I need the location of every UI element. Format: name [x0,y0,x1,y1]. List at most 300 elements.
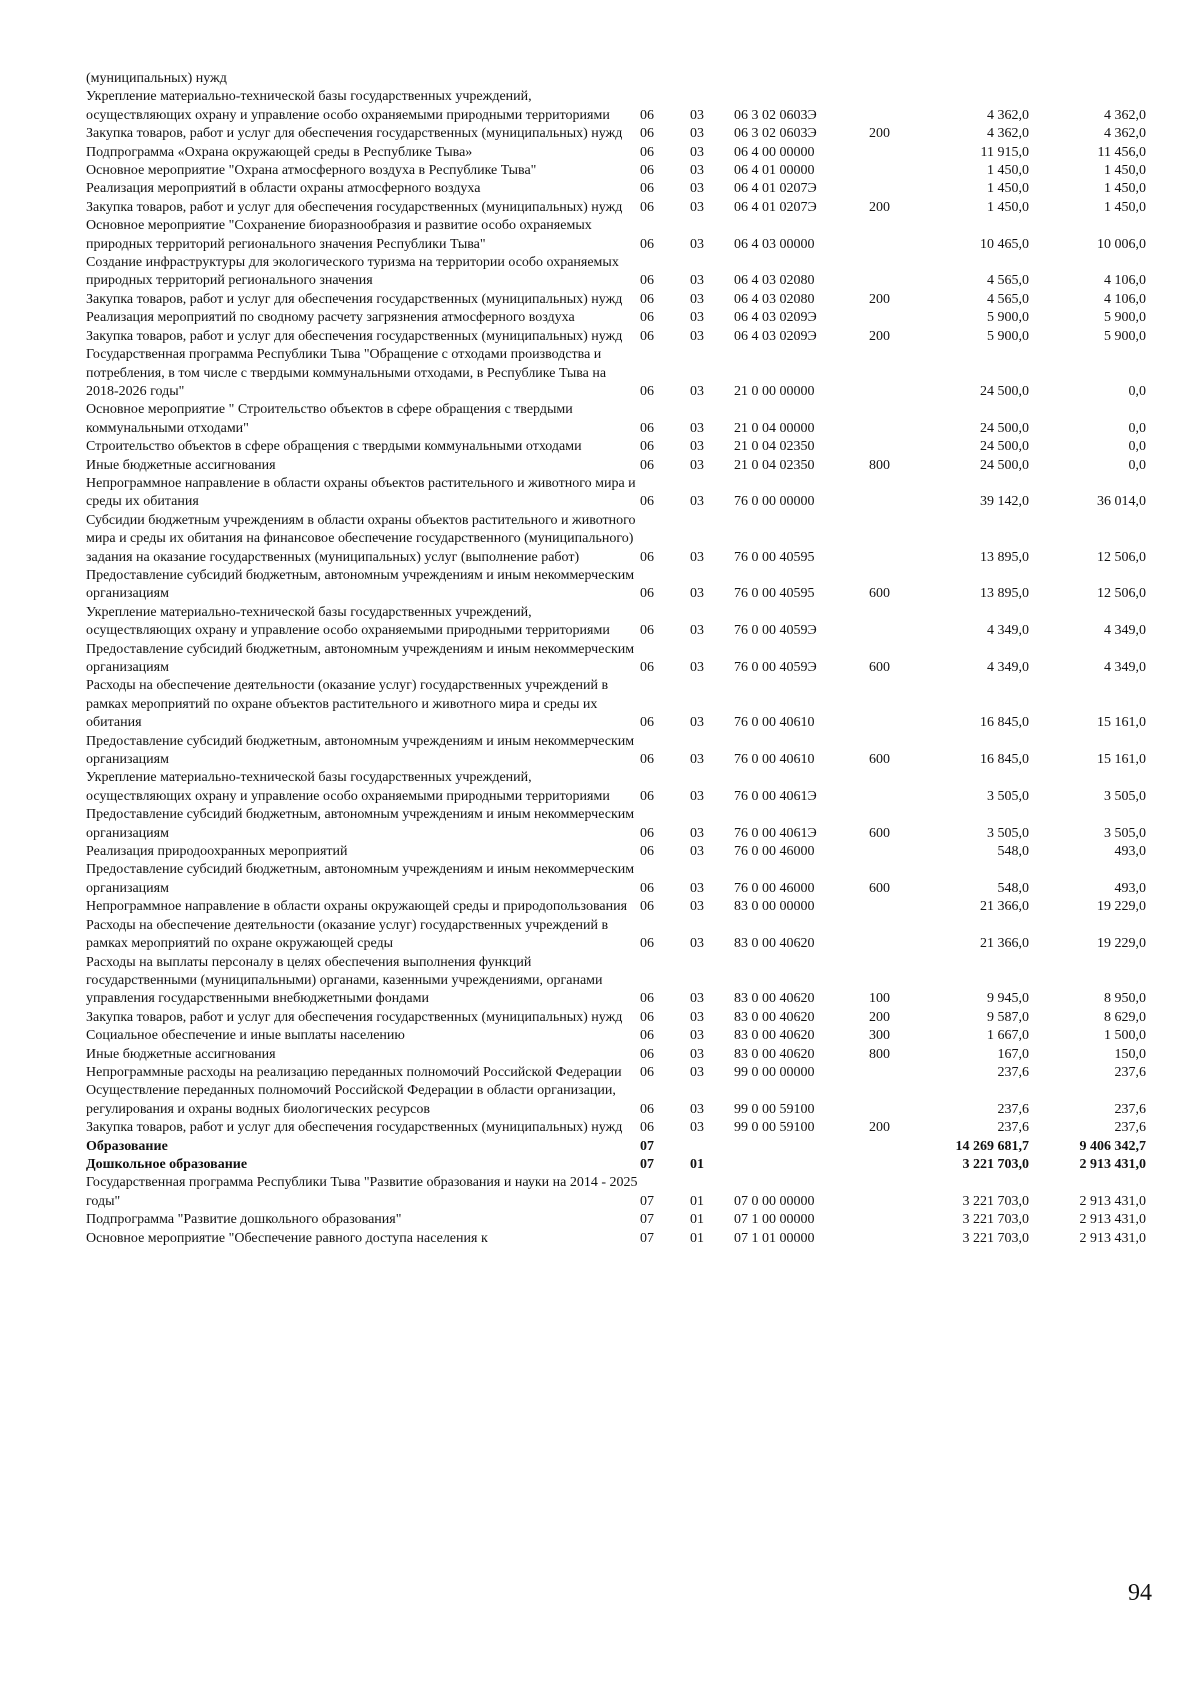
row-name: Укрепление материально-технической базы государственных учреждений, осуществляющих охрану и управление особо охраняемыми природными территориями [86,770,610,804]
amount-year-1: 1 667,0 [987,1028,1029,1044]
section-code: 06 [640,291,654,307]
amount-year-2: 8 950,0 [1104,991,1146,1007]
table-row [86,1138,1146,1156]
target-article-code: 06 4 01 00000 [734,163,815,179]
amount-year-1: 39 142,0 [980,494,1029,510]
section-code: 06 [640,328,654,344]
expense-type-code [869,604,919,641]
table-row [86,1046,1146,1064]
section-code: 06 [640,899,654,915]
table-row [86,1009,1146,1027]
amount-year-2: 5 900,0 [1104,328,1146,344]
section-code: 06 [640,623,654,639]
amount-year-2: 3 505,0 [1104,788,1146,804]
amount-year-1: 14 269 681,7 [955,1138,1029,1154]
expense-type-code: 200 [869,1120,890,1136]
row-name: Расходы на выплаты персоналу в целях обеспечения выполнения функций государственными (муниципальными) органами, казенными учреждениями, органами управления государственными внебюджетными фондами [86,954,603,1007]
table-row [86,898,1146,916]
amount-year-2: 10 006,0 [1097,236,1146,252]
table-row [86,88,1146,125]
table-row [86,162,1146,180]
amount-year-1: 13 895,0 [980,586,1029,602]
subsection-code: 03 [690,236,704,252]
amount-year-2: 1 450,0 [1104,163,1146,179]
subsection-code: 01 [690,1212,704,1228]
section-code: 06 [640,1064,654,1080]
row-name: Предоставление субсидий бюджетным, автономным учреждениям и иным некоммерческим организациям [86,567,635,602]
section-code: 06 [640,1028,654,1044]
amount-year-2: 1 500,0 [1104,1028,1146,1044]
row-name: Расходы на обеспечение деятельности (оказание услуг) государственных учреждений в рамках мероприятий по охране окружающей среды [86,917,609,952]
row-name: Предоставление субсидий бюджетным, автономным учреждениям и иным некоммерческим организациям [86,862,635,896]
amount-year-2: 9 406 342,7 [1079,1138,1146,1154]
target-article-code: 76 0 00 4061Э [734,788,817,804]
target-article-code: 76 0 00 40610 [734,715,815,731]
expense-type-code [869,309,919,327]
amount-year-2: 2 913 431,0 [1079,1193,1146,1209]
section-code: 06 [640,825,654,841]
amount-year-2: 493,0 [1114,880,1146,896]
expense-type-code [869,144,919,162]
target-article-code: 76 0 00 40610 [734,752,815,768]
target-article-code: 76 0 00 00000 [734,494,815,510]
amount-year-1: 16 845,0 [980,752,1029,768]
expense-type-code: 600 [869,880,890,896]
expense-type-code [869,677,919,732]
section-code: 06 [640,107,654,123]
expense-type-code: 100 [869,991,890,1007]
amount-year-1: 13 895,0 [980,549,1029,565]
target-article-code: 06 3 02 0603Э [734,126,817,142]
amount-year-1: 16 845,0 [980,715,1029,731]
subsection-code: 03 [690,844,704,860]
table-row [86,1174,1146,1211]
row-name: Предоставление субсидий бюджетным, автономным учреждениям и иным некоммерческим организациям [86,733,635,768]
target-article-code: 76 0 00 4059Э [734,623,817,639]
amount-year-2: 36 014,0 [1097,494,1146,510]
row-name: Непрограммные расходы на реализацию переданных полномочий Российской Федерации [86,1064,622,1080]
subsection-code: 01 [690,1193,704,1209]
table-row [86,180,1146,198]
amount-year-1: 548,0 [997,880,1029,896]
table-row [86,217,1146,254]
amount-year-1: 237,6 [997,1064,1029,1080]
table-row [86,291,1146,309]
amount-year-2: 237,6 [1114,1101,1146,1117]
section-code: 06 [640,1120,654,1136]
table-row [86,1082,1146,1119]
table-row [86,769,1146,806]
target-article-code: 83 0 00 40620 [734,1046,815,1062]
target-article-code: 76 0 00 40595 [734,549,815,565]
section-code: 06 [640,1046,654,1062]
row-name: Дошкольное образование [86,1156,248,1172]
amount-year-2: 12 506,0 [1097,549,1146,565]
target-article-code: 06 4 03 0209Э [734,310,817,326]
table-row [86,917,1146,954]
subsection-code: 03 [690,660,704,675]
table-row [86,70,1146,88]
amount-year-1: 24 500,0 [980,420,1029,436]
row-name: Укрепление материально-технической базы государственных учреждений, осуществляющих охрану и управление особо охраняемыми природными территориями [86,89,610,123]
subsection-code: 03 [690,586,704,602]
subsection-code: 03 [690,623,704,639]
amount-year-1: 1 450,0 [987,163,1029,179]
table-row [86,309,1146,327]
subsection-code: 03 [690,291,704,307]
subsection-code: 03 [690,126,704,142]
expense-type-code: 800 [869,1046,890,1062]
amount-year-2: 1 450,0 [1104,199,1146,215]
subsection-code: 01 [690,1156,704,1172]
expense-type-code [869,1082,919,1119]
amount-year-2: 4 362,0 [1104,126,1146,142]
row-name: Закупка товаров, работ и услуг для обеспечения государственных (муниципальных) нужд [86,328,623,344]
amount-year-2: 237,6 [1114,1064,1146,1080]
target-article-code: 06 3 02 0603Э [734,107,817,123]
target-article-code: 07 0 00 00000 [734,1193,815,1209]
expense-type-code [869,843,919,861]
table-row [86,733,1146,770]
table-row [86,346,1146,401]
amount-year-1: 3 505,0 [987,825,1029,841]
table-row [86,475,1146,512]
table-row [86,1119,1146,1137]
row-name: Основное мероприятие " Строительство объектов в сфере обращения с твердыми коммунальными отходами" [86,402,573,436]
table-row [86,1230,1146,1248]
target-article-code: 76 0 00 40595 [734,586,815,602]
amount-year-1: 3 221 703,0 [962,1156,1029,1172]
expense-type-code [869,1211,919,1229]
row-name: Иные бюджетные ассигнования [86,1046,276,1062]
row-name: Субсидии бюджетным учреждениям в области охраны объектов растительного и животного мира и среды их обитания на финансовое обеспечение государственного (муниципального) задания на оказание государственных (муниципальных) услуг (выполнение работ) [86,512,636,565]
section-code: 06 [640,991,654,1007]
row-name: Основное мероприятие "Сохранение биоразнообразия и развитие особо охраняемых природных территорий регионального значения Республики Тыва" [86,218,592,252]
amount-year-2: 19 229,0 [1097,936,1146,952]
row-name: Закупка товаров, работ и услуг для обеспечения государственных (муниципальных) нужд [86,199,623,215]
amount-year-2 [1029,70,1146,88]
target-article-code: 83 0 00 40620 [734,936,815,952]
table-row [86,328,1146,346]
target-article-code: 83 0 00 40620 [734,1009,815,1025]
expense-type-code [869,917,919,954]
subsection-code: 03 [690,181,704,197]
section-code: 06 [640,163,654,179]
expense-type-code [869,254,919,291]
row-name: Реализация мероприятий в области охраны атмосферного воздуха [86,181,481,197]
amount-year-2: 4 106,0 [1104,291,1146,307]
amount-year-1 [919,70,1029,88]
budget-table [86,70,1146,1248]
amount-year-1: 1 450,0 [987,181,1029,197]
row-name: Закупка товаров, работ и услуг для обеспечения государственных (муниципальных) нужд [86,1120,623,1136]
target-article-code: 99 0 00 00000 [734,1064,815,1080]
expense-type-code [869,1174,919,1211]
amount-year-1: 9 587,0 [987,1009,1029,1025]
target-article-code: 83 0 00 00000 [734,899,815,915]
section-code: 06 [640,420,654,436]
expense-type-code [869,1156,919,1174]
subsection-code: 03 [690,936,704,952]
amount-year-1: 21 366,0 [980,936,1029,952]
table-row [86,401,1146,438]
row-name: Укрепление материально-технической базы государственных учреждений, осуществляющих охрану и управление особо охраняемыми природными территориями [86,604,610,639]
target-article-code [734,70,869,88]
subsection-code: 03 [690,715,704,731]
section-code: 06 [640,236,654,252]
row-name: Подпрограмма «Охрана окружающей среды в Республике Тыва» [86,144,473,160]
subsection-code [690,70,734,88]
row-name: Закупка товаров, работ и услуг для обеспечения государственных (муниципальных) нужд [86,1009,623,1025]
table-row [86,144,1146,162]
subsection-code: 03 [690,310,704,326]
row-name: Подпрограмма "Развитие дошкольного образования" [86,1212,402,1228]
section-code: 06 [640,586,654,602]
row-name: Непрограммное направление в области охраны объектов растительного и животного мира и среды их обитания [86,475,636,510]
section-code: 06 [640,457,654,473]
subsection-code: 03 [690,107,704,123]
expense-type-code [869,70,919,88]
target-article-code: 07 1 00 00000 [734,1212,815,1228]
section-code: 06 [640,273,654,289]
row-name: Предоставление субсидий бюджетным, автономным учреждениям и иным некоммерческим организациям [86,641,635,675]
amount-year-2: 0,0 [1128,439,1146,455]
section-code: 06 [640,549,654,565]
section-code: 06 [640,144,654,160]
page-number: 94 [1128,1580,1152,1606]
subsection-code: 03 [690,899,704,915]
amount-year-1: 5 900,0 [987,310,1029,326]
expense-type-code: 600 [869,586,890,602]
amount-year-1: 24 500,0 [980,457,1029,473]
section-code: 06 [640,1009,654,1025]
section-code: 06 [640,494,654,510]
expense-type-code [869,512,919,567]
expense-type-code: 200 [869,1009,890,1025]
subsection-code: 03 [690,420,704,436]
row-name: Строительство объектов в сфере обращения с твердыми коммунальными отходами [86,439,582,455]
row-name: Социальное обеспечение и иные выплаты населению [86,1028,405,1044]
amount-year-1: 24 500,0 [980,439,1029,455]
table-row [86,1027,1146,1045]
subsection-code: 03 [690,880,704,896]
amount-year-1: 3 505,0 [987,788,1029,804]
subsection-code: 03 [690,199,704,215]
target-article-code: 76 0 00 46000 [734,844,815,860]
row-name: Образование [86,1138,168,1154]
budget-table-body [86,70,1146,1248]
amount-year-1: 4 565,0 [987,291,1029,307]
expense-type-code [869,438,919,456]
amount-year-2: 2 913 431,0 [1079,1230,1146,1246]
row-name: Расходы на обеспечение деятельности (оказание услуг) государственных учреждений в рамках мероприятий по охране объектов растительного и животного мира и среды их обитания [86,678,609,731]
subsection-code: 03 [690,1009,704,1025]
expense-type-code: 300 [869,1028,890,1044]
amount-year-1: 21 366,0 [980,899,1029,915]
subsection-code: 03 [690,1028,704,1044]
target-article-code: 07 1 01 00000 [734,1230,815,1246]
section-code: 07 [640,1156,654,1172]
expense-type-code [869,1138,919,1156]
row-name: Основное мероприятие "Обеспечение равного доступа населения к [86,1230,488,1246]
subsection-code: 03 [690,1120,704,1136]
amount-year-1: 9 945,0 [987,991,1029,1007]
expense-type-code [869,769,919,806]
amount-year-1: 3 221 703,0 [962,1230,1029,1246]
section-code: 06 [640,788,654,804]
target-article-code: 06 4 03 02080 [734,291,815,307]
amount-year-2: 3 505,0 [1104,825,1146,841]
expense-type-code [869,88,919,125]
subsection-code: 03 [690,1064,704,1080]
subsection-code: 03 [690,549,704,565]
target-article-code: 99 0 00 59100 [734,1101,815,1117]
amount-year-2: 4 349,0 [1104,623,1146,639]
target-article-code: 06 4 03 00000 [734,236,815,252]
target-article-code: 76 0 00 4061Э [734,825,817,841]
table-row [86,677,1146,732]
section-code: 06 [640,181,654,197]
section-code: 07 [640,1212,654,1228]
table-row [86,641,1146,678]
amount-year-2: 5 900,0 [1104,310,1146,326]
target-article-code: 76 0 00 4059Э [734,660,817,675]
target-article-code: 06 4 01 0207Э [734,181,817,197]
table-row [86,512,1146,567]
section-code: 06 [640,752,654,768]
amount-year-2: 1 450,0 [1104,181,1146,197]
subsection-code: 03 [690,328,704,344]
section-code: 06 [640,310,654,326]
section-code: 06 [640,660,654,675]
expense-type-code: 600 [869,752,890,768]
target-article-code: 83 0 00 40620 [734,1028,815,1044]
amount-year-2: 15 161,0 [1097,752,1146,768]
row-name: Закупка товаров, работ и услуг для обеспечения государственных (муниципальных) нужд [86,126,623,142]
target-article-code: 83 0 00 40620 [734,991,815,1007]
subsection-code: 03 [690,457,704,473]
amount-year-2: 15 161,0 [1097,715,1146,731]
expense-type-code: 200 [869,199,890,215]
table-row [86,438,1146,456]
table-row [86,1064,1146,1082]
target-article-code: 06 4 03 0209Э [734,328,817,344]
subsection-code: 03 [690,439,704,455]
section-code: 06 [640,1101,654,1117]
expense-type-code [869,180,919,198]
table-row [86,954,1146,1009]
target-article-code: 76 0 00 46000 [734,880,815,896]
target-article-code [734,1156,869,1174]
section-code [640,70,690,88]
table-row [86,806,1146,843]
table-row [86,199,1146,217]
amount-year-1: 4 349,0 [987,660,1029,675]
section-code: 06 [640,880,654,896]
amount-year-1: 10 465,0 [980,236,1029,252]
row-name: Реализация природоохранных мероприятий [86,844,348,860]
expense-type-code: 800 [869,457,890,473]
table-row [86,1211,1146,1229]
target-article-code: 21 0 00 00000 [734,383,815,399]
section-code: 07 [640,1230,654,1246]
table-row [86,125,1146,143]
amount-year-2: 19 229,0 [1097,899,1146,915]
expense-type-code [869,346,919,401]
row-name: Создание инфраструктуры для экологического туризма на территории особо охраняемых природных территорий регионального значения [86,255,619,289]
section-code: 06 [640,199,654,215]
target-article-code: 21 0 04 02350 [734,439,815,455]
amount-year-2: 2 913 431,0 [1079,1212,1146,1228]
table-row [86,604,1146,641]
subsection-code: 03 [690,991,704,1007]
amount-year-2: 4 106,0 [1104,273,1146,289]
subsection-code: 03 [690,273,704,289]
amount-year-1: 4 362,0 [987,126,1029,142]
amount-year-2: 4 362,0 [1104,107,1146,123]
table-row [86,254,1146,291]
subsection-code: 03 [690,752,704,768]
amount-year-1: 548,0 [997,844,1029,860]
table-row [86,567,1146,604]
table-row [86,861,1146,898]
amount-year-1: 237,6 [997,1120,1029,1136]
amount-year-2: 237,6 [1114,1120,1146,1136]
row-name: Предоставление субсидий бюджетным, автономным учреждениям и иным некоммерческим организациям [86,807,635,841]
target-article-code: 06 4 00 00000 [734,144,815,160]
row-name: Непрограммное направление в области охраны окружающей среды и природопользования [86,899,628,915]
amount-year-1: 3 221 703,0 [962,1212,1029,1228]
expense-type-code: 600 [869,660,890,675]
subsection-code: 03 [690,825,704,841]
amount-year-2: 0,0 [1128,457,1146,473]
target-article-code [734,1138,869,1156]
subsection-code: 03 [690,1046,704,1062]
amount-year-2: 11 456,0 [1097,144,1146,160]
subsection-code: 03 [690,788,704,804]
target-article-code: 21 0 04 00000 [734,420,815,436]
amount-year-2: 493,0 [1114,844,1146,860]
expense-type-code [869,1064,919,1082]
row-name: Закупка товаров, работ и услуг для обеспечения государственных (муниципальных) нужд [86,291,623,307]
amount-year-1: 11 915,0 [980,144,1029,160]
amount-year-2: 8 629,0 [1104,1009,1146,1025]
target-article-code: 06 4 03 02080 [734,273,815,289]
subsection-code: 03 [690,1101,704,1117]
expense-type-code: 200 [869,126,890,142]
target-article-code: 99 0 00 59100 [734,1120,815,1136]
table-row [86,1156,1146,1174]
target-article-code: 06 4 01 0207Э [734,199,817,215]
subsection-code: 03 [690,163,704,179]
table-row [86,843,1146,861]
target-article-code: 21 0 04 02350 [734,457,815,473]
amount-year-1: 4 349,0 [987,623,1029,639]
amount-year-2: 0,0 [1128,420,1146,436]
expense-type-code [869,1230,919,1248]
row-name: (муниципальных) нужд [86,71,227,86]
section-code: 07 [640,1193,654,1209]
row-name: Осуществление переданных полномочий Российской Федерации в области организации, регулирования и охраны водных биологических ресурсов [86,1083,616,1117]
amount-year-1: 1 450,0 [987,199,1029,215]
expense-type-code [869,217,919,254]
subsection-code: 01 [690,1230,704,1246]
amount-year-1: 4 362,0 [987,107,1029,123]
expense-type-code: 600 [869,825,890,841]
expense-type-code [869,162,919,180]
section-code: 07 [640,1138,654,1154]
row-name: Государственная программа Республики Тыва "Развитие образования и науки на 2014 - 2025 годы" [86,1175,638,1209]
